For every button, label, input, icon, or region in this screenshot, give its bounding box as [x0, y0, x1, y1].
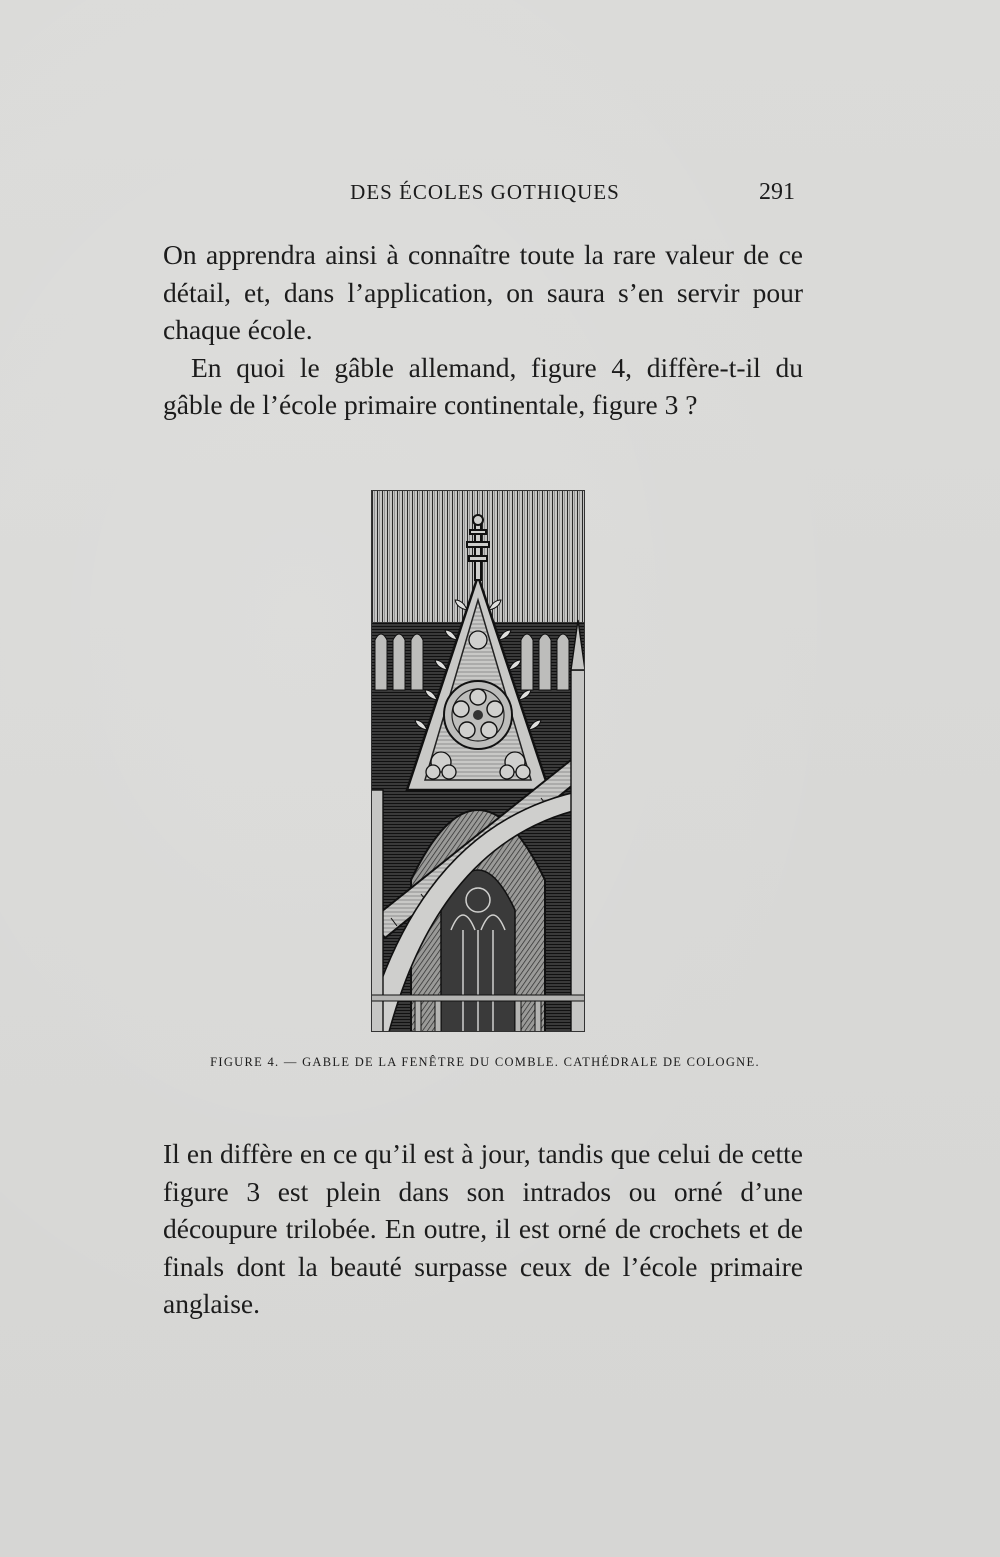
engraving-gable-illustration — [371, 490, 585, 1032]
paragraph-question-text: En quoi le gâble allemand, figure 4, diffère-t-il du gâble de l’école primaire continentale, figure 3 ? — [163, 351, 803, 420]
page-number: 291 — [759, 179, 795, 205]
paragraph-answer: Il en diffère en ce qu’il est à jour, tandis que celui de cette figure 3 est plein dans son intrados ou orné d’une découpure trilobée. En outre, il est orné de crochets et de finals dont la beauté surpasse ceux de l’école primaire anglaise. — [163, 1138, 803, 1319]
paragraph-intro — [163, 236, 803, 424]
running-head — [165, 180, 805, 214]
paragraph-intro-text: On apprendra ainsi à connaître toute la rare valeur de ce détail, et, dans l’application, on saura s’en servir pour chaque école. — [163, 239, 803, 345]
running-title: DES ÉCOLES GOTHIQUES — [350, 180, 620, 204]
figure-caption: FIGURE 4. — GABLE DE LA FENÊTRE DU COMBLE. CATHÉDRALE DE COLOGNE. — [210, 1055, 760, 1069]
